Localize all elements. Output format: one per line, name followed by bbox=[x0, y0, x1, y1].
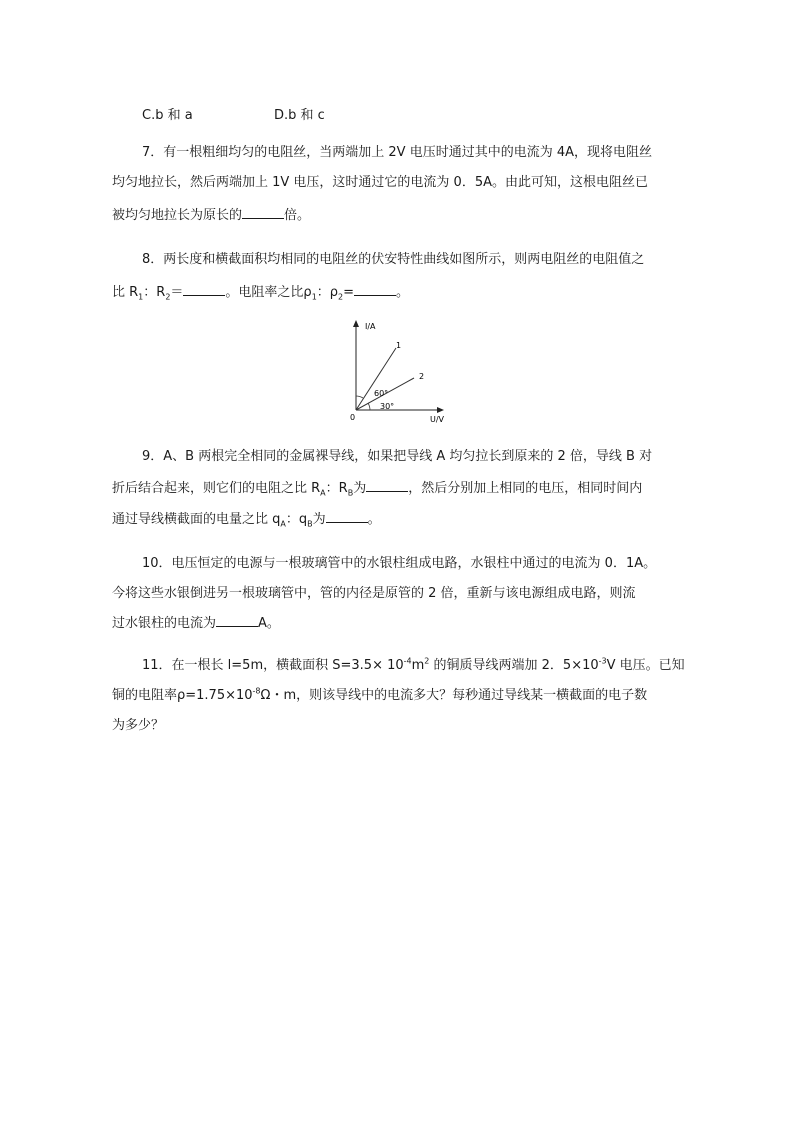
q8-text: 比 R bbox=[112, 285, 139, 300]
q10-line3 bbox=[112, 614, 280, 633]
iv-curve-figure bbox=[340, 318, 460, 430]
q8-sub: 2 bbox=[338, 292, 344, 302]
q8-text: ：ρ bbox=[316, 285, 339, 300]
q11-text: 的铜质导线两端加 2．5×10 bbox=[429, 658, 599, 673]
q7-text: 被均匀地拉长为原长的 bbox=[112, 208, 243, 223]
q9-text: 折后结合起来，则它们的电阻之比 R bbox=[112, 481, 321, 496]
q11-text: Ω・m，则该导线中的电流多大？每秒通过导线某一横截面的电子数 bbox=[260, 688, 648, 703]
q9-line2 bbox=[112, 479, 642, 498]
q9-line1: 9．A、B 两根完全相同的金属裸导线，如果把导线 A 均匀拉长到原来的 2 倍，导线 B 对 bbox=[142, 449, 653, 464]
q9-sub: A bbox=[320, 488, 326, 498]
q9-text: ：R bbox=[325, 481, 348, 496]
q8-line2 bbox=[112, 283, 409, 302]
q11-sup: -3 bbox=[598, 656, 607, 666]
q8-text: 。 bbox=[396, 285, 410, 300]
x-axis-label: U/V bbox=[430, 415, 445, 424]
q10-text: A。 bbox=[258, 616, 280, 631]
q9-text: ：q bbox=[285, 512, 308, 527]
q10-answer-blank[interactable] bbox=[216, 614, 258, 627]
q7-text-end: 倍。 bbox=[284, 208, 311, 223]
q9-charge-ratio-blank[interactable] bbox=[326, 510, 368, 523]
q11-text: 铜的电阻率ρ=1.75×10 bbox=[112, 688, 253, 703]
angle-60-label: 60° bbox=[374, 389, 389, 398]
q8-resistance-ratio-blank[interactable] bbox=[183, 283, 225, 296]
q10-line2: 今将这些水银倒进另一根玻璃管中，管的内径是原管的 2 倍，重新与该电源组成电路，则流 bbox=[112, 586, 636, 601]
q11-text: V 电压。已知 bbox=[606, 658, 685, 673]
q8-sub: 1 bbox=[311, 292, 317, 302]
line-1-label: 1 bbox=[396, 341, 402, 350]
q9-sub: B bbox=[307, 519, 313, 529]
q8-resistivity-ratio-blank[interactable] bbox=[354, 283, 396, 296]
q9-text: 为 bbox=[312, 512, 326, 527]
q11-line1 bbox=[142, 657, 685, 675]
option-d: D.b 和 c bbox=[274, 108, 325, 123]
angle-arc-30 bbox=[368, 403, 370, 410]
line-2-label: 2 bbox=[419, 372, 425, 381]
q9-text: 。 bbox=[367, 512, 381, 527]
q7-line2: 均匀地拉长，然后两端加上 1V 电压，这时通过它的电流为 0．5A。由此可知，这根电阻丝已 bbox=[112, 175, 648, 190]
angle-arc-60 bbox=[356, 396, 363, 398]
q9-text: ，然后分别加上相同的电压，相同时间内 bbox=[408, 481, 643, 496]
y-axis-label: I/A bbox=[365, 322, 376, 331]
origin-label: 0 bbox=[350, 413, 356, 422]
q9-line3 bbox=[112, 510, 381, 529]
q11-line2 bbox=[112, 687, 647, 705]
x-axis-arrow bbox=[437, 407, 444, 413]
q10-text: 过水银柱的电流为 bbox=[112, 616, 217, 631]
q9-sub: B bbox=[347, 488, 354, 498]
q9-text: 为 bbox=[353, 481, 367, 496]
angle-30-label: 30° bbox=[380, 402, 395, 411]
q8-text: ＝ bbox=[170, 285, 184, 300]
q11-text: m bbox=[411, 658, 425, 673]
q8-line1: 8．两长度和横截面积均相同的电阻丝的伏安特性曲线如图所示，则两电阻丝的电阻值之 bbox=[142, 252, 645, 267]
q7-answer-blank[interactable] bbox=[242, 206, 284, 219]
q8-text: ：R bbox=[143, 285, 166, 300]
q8-text: 。电阻率之比ρ bbox=[225, 285, 312, 300]
y-axis-arrow bbox=[353, 320, 359, 327]
q9-text: 通过导线横截面的电量之比 q bbox=[112, 512, 281, 527]
option-c: C.b 和 a bbox=[142, 108, 193, 123]
q9-sub: A bbox=[280, 519, 286, 529]
q7-line1: 7．有一根粗细均匀的电阻丝，当两端加上 2V 电压时通过其中的电流为 4A，现将电阻丝 bbox=[142, 145, 652, 160]
q7-line3 bbox=[112, 206, 310, 225]
q11-sup: -8 bbox=[252, 686, 261, 696]
q8-text: = bbox=[343, 285, 355, 300]
q8-sub: 1 bbox=[138, 292, 144, 302]
q8-sub: 2 bbox=[165, 292, 171, 302]
q11-sup: 2 bbox=[424, 656, 430, 666]
line-1 bbox=[356, 348, 396, 410]
q11-sup: -4 bbox=[403, 656, 412, 666]
q9-resistance-ratio-blank[interactable] bbox=[366, 479, 408, 492]
q11-text: 11．在一根长 l=5m，横截面积 S=3.5× 10 bbox=[142, 658, 404, 673]
q11-line3: 为多少？ bbox=[112, 718, 165, 733]
q10-line1: 10．电压恒定的电源与一根玻璃管中的水银柱组成电路，水银柱中通过的电流为 0．1A。 bbox=[142, 556, 657, 571]
